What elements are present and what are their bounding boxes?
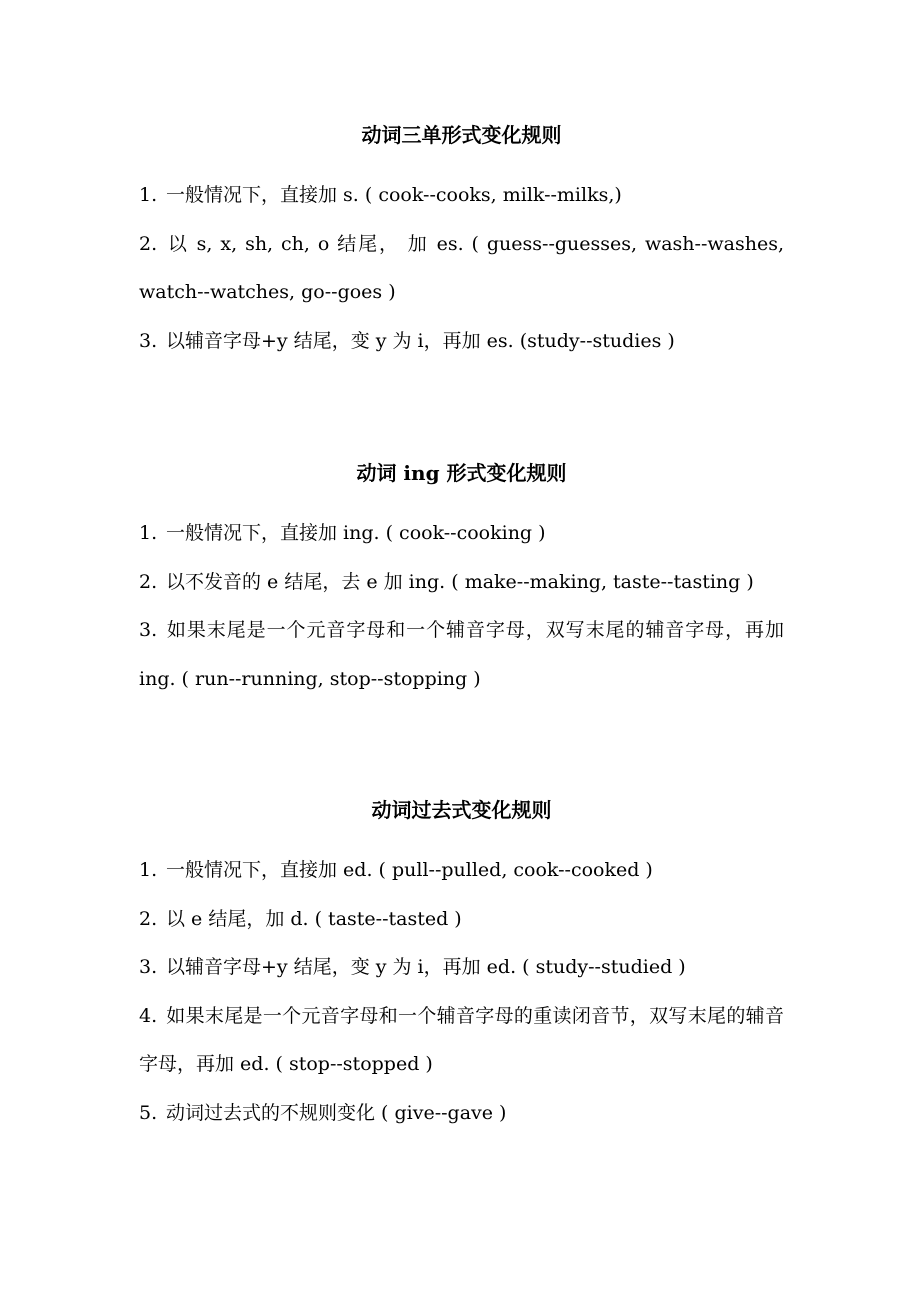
rule-item [139, 943, 784, 992]
rule-number: 3. [139, 329, 158, 352]
section-title: 动词过去式变化规则 [371, 798, 552, 822]
rule-text: 以不发音的 e 结尾，去 e 加 ing. ( make--making, taste--tasting ) [166, 570, 754, 593]
rule-text: 动词过去式的不规则变化 ( give--gave ) [166, 1101, 507, 1124]
rule-number: 1. [139, 522, 158, 544]
rule-number: 2. [139, 907, 158, 930]
rule-number: 4. [139, 1004, 158, 1027]
rule-item [139, 509, 784, 558]
rule-number: 1. [139, 859, 158, 881]
rule-item [139, 171, 784, 220]
rule-text: 以 e 结尾，加 d. ( taste--tasted ) [166, 907, 462, 930]
rule-item [139, 317, 784, 366]
rule-number: 2. [139, 570, 158, 593]
rule-text: 以 s, x, sh, ch, o 结尾， 加 es. ( guess--guesses, wash--washes, watch--watches, go--goes ) [139, 232, 784, 303]
rule-text: 如果末尾是一个元音字母和一个辅音字母，双写末尾的辅音字母，再加 ing. ( run--running, stop--stopping ) [139, 619, 784, 690]
rule-number: 3. [139, 619, 158, 641]
rule-number: 5. [139, 1101, 158, 1124]
rule-number: 2. [139, 232, 158, 255]
rule-item [139, 895, 784, 944]
section-title: 动词三单形式变化规则 [361, 123, 562, 147]
rule-item [139, 606, 784, 703]
section-title: 动词 ing 形式变化规则 [356, 461, 567, 485]
rule-text: 如果末尾是一个元音字母和一个辅音字母的重读闭音节，双写末尾的辅音字母，再加 ed. ( stop--stopped ) [139, 1004, 784, 1075]
rule-item [139, 992, 784, 1089]
rule-text: 一般情况下，直接加 ed. ( pull--pulled, cook--cooked ) [166, 859, 653, 881]
rule-text: 以辅音字母+y 结尾，变 y 为 i，再加 es. (study--studies ) [166, 329, 675, 352]
rule-item [139, 558, 784, 607]
section-past-tense [139, 798, 784, 1137]
section-ing-form [139, 461, 784, 703]
rule-number: 1. [139, 184, 158, 206]
rule-text: 一般情况下，直接加 ing. ( cook--cooking ) [166, 522, 546, 544]
rule-number: 3. [139, 956, 158, 978]
rule-item [139, 1089, 784, 1138]
rule-item [139, 846, 784, 895]
rule-text: 以辅音字母+y 结尾，变 y 为 i，再加 ed. ( study--studied ) [166, 956, 686, 978]
rule-text: 一般情况下，直接加 s. ( cook--cooks, milk--milks,) [166, 184, 622, 206]
section-third-person-singular [139, 123, 784, 365]
rule-item [139, 220, 784, 317]
